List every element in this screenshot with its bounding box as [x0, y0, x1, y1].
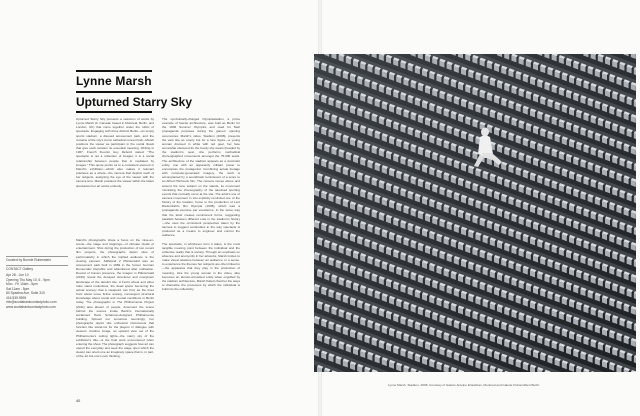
title-rule-bottom — [76, 111, 152, 113]
exhibition-dates: Apr 28 - Jun 10 — [6, 273, 29, 277]
title-rule-top — [76, 70, 152, 72]
text-column-left — [76, 117, 154, 192]
article-title: Upturned Starry Sky — [76, 95, 193, 109]
body-paragraph: Upturned Starry Sky presents a selection of works by Lynne Marsh (b. Canada; based in Montreal, Berlin, and London, UK) that come together under the rubric of spectacle. Engaging with three distinct Berlin—an empty sports stadium, a disused amusement park, and the remains of the city's iconic cathedral concert hall—Marsh positions the viewer as participant in the social rituals that give each location its essential meaning. Writing in 1967, French theorist Guy Debord stated: "The spectacle is not a collection of images; it is a social relationship between people that is mediated by images." This quote points us to a consistent element in Marsh's exhibition—which also makes it relevant practices as a whole—the camera that depicts each of her subjects, assigning the eye of the viewer with the camera lens. Marsh positions the viewer within the latent spectacles her art works embody. — [76, 117, 154, 188]
hours-saturday: Sat 11am - 5pm — [6, 286, 30, 291]
opening-reception: Opening Thu May 10, 6 - 9pm — [6, 277, 50, 282]
text-column-right — [162, 117, 240, 295]
page-number: 40 — [76, 399, 81, 403]
venue-name: CONTACT Gallery — [6, 265, 68, 272]
text-column-left-lower — [76, 238, 154, 359]
venue-phone: 416.539.9595 — [6, 295, 27, 300]
venue-website: www.scotiabankcontactphoto.com — [6, 304, 56, 309]
title-rule-middle — [76, 91, 152, 93]
hours-weekday: Mon - Fri 10am - 5pm — [6, 282, 38, 286]
photo-caption: Lynne Marsh, Stadium, 2008. Courtesy of Galerie Antoine Ertaskiran, Montreal and Galerie Florian Ellert Berlin — [388, 383, 540, 387]
body-paragraph: The symbolically-charged Olympiastadion, a prime example of fascist architecture, was built as Berlin for the 1936 Summer Olympics and used for Nazi propaganda purposes during the games' opening ceremonies. Marsh's video, Stadium (2008), presents the vast site as empty but for a lone figure—a young woman dressed in white with red gear, her face somewhat obscured for the hoody she wears (headed by the stadium's seat, she performs methodical choreographed movements amongst the 75,000 seats. The architecture of the stadium appears as a dominant entity, one with an apparently militant power to encompass the protagonist. Combining actual footage with computer-generated imagery, the work is accompanied by a soundtrack reminiscent of a score to an Alfred Hitchcock film. The camera moves above and around the lone subject on the stands, its movement mimicking the choreography of the televised sporting events that normally occur at the site. The artist's use of camera movement in situ explicitly reminded one of the history of the location, home to the production of Leni Riefenstahl's film Olympia (1938), which was a propaganda exercise par excellence. In the same way that the artist creates reminiscent forms, suggesting parallels between different eras in the stadium's history—she uses the omniscient perspective taken by the camera to suggest continuities in the way spectacle is produced as a means to engineer and control the audience. — [162, 117, 240, 238]
artist-name: Lynne Marsh — [76, 74, 152, 88]
stadium-photograph — [314, 54, 636, 372]
venue-address: 80 Spadina Ave, Suite 310 — [6, 291, 45, 295]
exhibition-credit — [6, 256, 68, 309]
body-paragraph: The spectacle, in whichever form it takes, is the most tangible meeting point between the individual and the collective reality that is society. Through an emphasis on absence and anonymity in her artworks, Marsh invites to make visual relations between an audience, in a sense, to experience the themes her subjects are often linked to—the apparatus that they play in the production of meaning. Like the young woman in the video, who becomes an almost-unmarked entity when engulfed by the stadium architecture, Marsh flutters that her the ways to dramatize the processes by which the individual is built into the collectivity. — [162, 241, 240, 292]
curator-line: Curated by Bonnie Rubenstein — [6, 256, 68, 263]
venue-email: info@scotiabankcontactphoto.com — [6, 300, 57, 304]
body-paragraph: Marsh's photographs share a focus on the mise-en-scène—the stage and trappings—of intricate rituals of entertainment. Shot during the production of two recent film projects, the photographs depict sites of performativity in which the implied audience is the viewing element. Stillstand 2 Plänterwald was an amusement park built in 1969 in the former German Democratic Republic and abandoned after unification. Devoid of human presence, the images in Plänterwald (2010) reveal the decayed structures and overgrown landscape of the derelict site. A Ferris wheel and other rides stand motionless, the dead space becoming the actual scenery that a viewpoint can find, as the lines buzz about some fictive anxiety, convergent structural knowledge about social and mental conditions in Berlin today. The photographs in The Philharmonie Project (2011) also absent of people, document the scene behind the scenes inside Berlin's internationally acclaimed Hans Scharoun-designed Philharmonie building. Spread out somehow seemingly, her photographs depict idle orchestral instruments that function like stand-ins for the players in dialogue with viewers. Another image, an upward view out of the Philharmonie's ceiling lights—the starry sky of the exhibition's title—is the final work encountered when entering the show. The photograph suggests how art can upend the everyday and seek the stage upon which the viewer can orient one an imaginary space that is, in part, of the art but one's own thinking. — [76, 238, 154, 359]
